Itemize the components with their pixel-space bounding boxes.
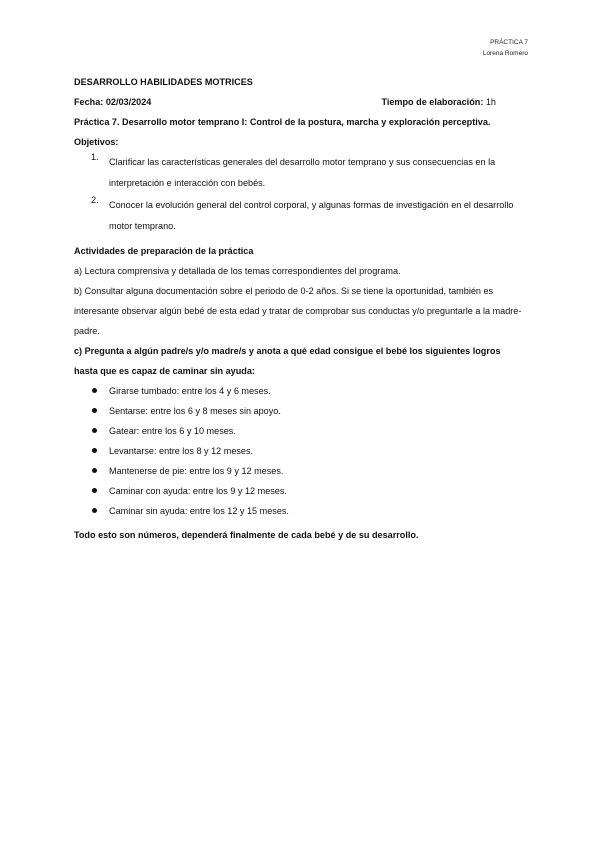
- objective-number: 2.: [91, 195, 99, 205]
- document-title: DESARROLLO HABILIDADES MOTRICES: [74, 77, 253, 87]
- objective-text: Clarificar las características generales del desarrollo motor temprano y sus consecuencias en la interpretación e interacción con bebés.: [109, 157, 496, 188]
- bullet-icon: [92, 468, 97, 473]
- bullet-icon: [92, 428, 97, 433]
- objective-item: [74, 152, 526, 194]
- milestone-text: Sentarse: entre los 6 y 8 meses sin apoyo.: [109, 406, 281, 416]
- milestone-item: [74, 501, 526, 521]
- bullet-icon: [92, 388, 97, 393]
- milestone-item: [74, 421, 526, 441]
- date-field: Fecha: 02/03/2024: [74, 97, 152, 107]
- activity-b: b) Consultar alguna documentación sobre el periodo de 0-2 años. Si se tiene la oportunidad, también es interesante observar algún bebé de esta edad y tratar de comprobar sus conductas y/o preguntarle a la madre-padre.: [74, 286, 522, 336]
- milestone-item: [74, 401, 526, 421]
- milestone-item: [74, 381, 526, 401]
- meta-row: [74, 92, 526, 112]
- bullet-icon: [92, 448, 97, 453]
- bullet-icon: [92, 488, 97, 493]
- page-header: [483, 37, 528, 59]
- milestone-text: Gatear: entre los 6 y 10 meses.: [109, 426, 236, 436]
- objective-number: 1.: [91, 152, 99, 162]
- elaboration-time-value: 1h: [483, 97, 496, 107]
- milestone-text: Caminar con ayuda: entre los 9 y 12 meses.: [109, 486, 287, 496]
- header-practice-label: PRÁCTICA 7: [490, 39, 528, 46]
- bullet-icon: [92, 408, 97, 413]
- milestone-item: [74, 481, 526, 501]
- objectives-label: Objetivos:: [74, 137, 119, 147]
- milestones-list: [74, 381, 526, 521]
- practice-title: Práctica 7. Desarrollo motor temprano I: Control de la postura, marcha y exploración perceptiva.: [74, 117, 491, 127]
- header-author-name: Lorena Romero: [482, 50, 528, 57]
- objective-text: Conocer la evolución general del control corporal, y algunas formas de investigación en el desarrollo motor temprano.: [109, 200, 514, 231]
- objective-item: [74, 195, 526, 237]
- activity-c: c) Pregunta a algún padre/s y/o madre/s y anota a qué edad consigue el bebé los siguientes logros hasta que es capaz de caminar sin ayuda:: [74, 346, 501, 376]
- bullet-icon: [92, 508, 97, 513]
- milestone-text: Levantarse: entre los 8 y 12 meses.: [109, 446, 254, 456]
- milestone-text: Mantenerse de pie: entre los 9 y 12 meses.: [109, 466, 284, 476]
- milestone-item: [74, 461, 526, 481]
- objectives-list: [74, 152, 526, 237]
- document-body: [74, 72, 526, 545]
- activities-heading: Actividades de preparación de la práctica: [74, 246, 254, 256]
- milestone-item: [74, 441, 526, 461]
- milestone-text: Girarse tumbado: entre los 4 y 6 meses.: [109, 386, 271, 396]
- milestone-text: Caminar sin ayuda: entre los 12 y 15 meses.: [109, 506, 289, 516]
- conclusion-text: Todo esto son números, dependerá finalmente de cada bebé y de su desarrollo.: [74, 530, 419, 540]
- activity-a: a) Lectura comprensiva y detallada de los temas correspondientes del programa.: [74, 266, 401, 276]
- elaboration-time: [381, 92, 496, 112]
- elaboration-time-label: Tiempo de elaboración:: [381, 97, 484, 107]
